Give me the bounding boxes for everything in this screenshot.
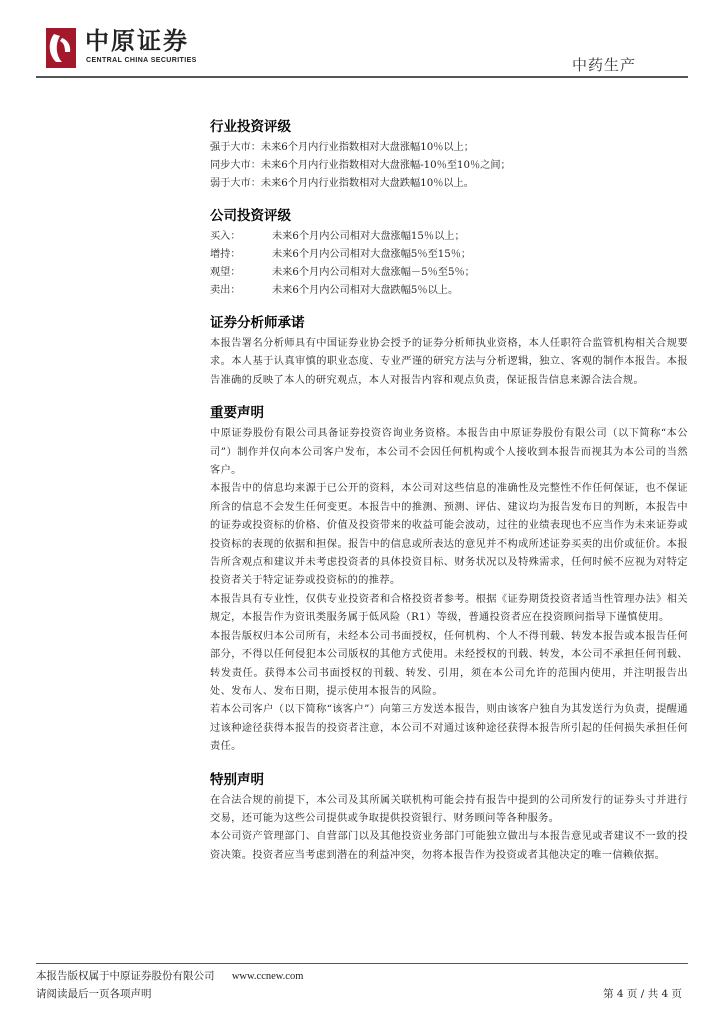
company-rating-row: [210, 264, 688, 282]
footer-copyright: 本报告版权属于中原证券股份有限公司: [36, 970, 215, 982]
rating-desc: 未来6个月内公司相对大盘涨幅15％以上；: [272, 231, 465, 242]
special-notice-paragraph: 本公司资产管理部门、自营部门以及其他投资业务部门可能独立做出与本报告意见或者建议不一致的投资决策。投资者应当考虑到潜在的利益冲突，勿将本报告作为投资或者其他决定的唯一信赖依据。: [210, 831, 688, 861]
industry-rating-line: 强于大市：未来6个月内行业指数相对大盘涨幅10％以上；: [210, 142, 474, 153]
analyst-commitment-section: [210, 314, 688, 390]
rating-desc: 未来6个月内公司相对大盘涨幅－5％至5％；: [272, 267, 475, 278]
company-rating-row: [210, 228, 688, 246]
important-notice-paragraph: 中原证券股份有限公司具备证券投资咨询业务资格。本报告由中原证券股份有限公司（以下简称“本公司”）制作并仅向本公司客户发布，本公司不会因任何机构或个人接收到本报告而视其为本公司的当然客户。: [210, 428, 688, 477]
brand-name-cn: 中原证券: [85, 27, 189, 55]
important-notice-section: [210, 404, 688, 756]
important-notice-paragraph: 若本公司客户（以下简称“该客户”）向第三方发送本报告，则由该客户独自为其发送行为负责，提醒通过该种途径获得本报告的投资者注意，本公司不对通过该种途径获得本报告所引起的任何损失承担任何责任。: [210, 704, 688, 753]
company-rating-row: [210, 282, 688, 300]
footer-read-notice: 请阅读最后一页各项声明: [36, 988, 152, 1000]
special-notice-title: 特别声明: [210, 771, 264, 788]
industry-rating-line: 同步大市：未来6个月内行业指数相对大盘涨幅-10％至10％之间；: [210, 160, 511, 171]
rating-desc: 未来6个月内公司相对大盘涨幅5％至15％；: [272, 249, 472, 260]
important-notice-paragraph: 本报告版权归本公司所有，未经本公司书面授权，任何机构、个人不得刊载、转发本报告或本报告任何部分，不得以任何侵犯本公司版权的其他方式使用。未经授权的刊载、转发，本公司不承担任何刊载、转发责任。获得本公司书面授权的刊载、转发、引用，须在本公司允许的范围内使用，并注明报告出处、发布人、发布日期，提示使用本报告的风险。: [210, 630, 688, 697]
special-notice-paragraph: 在合法合规的前提下，本公司及其所属关联机构可能会持有报告中提到的公司所发行的证券头寸并进行交易，还可能为这些公司提供或争取提供投资银行、财务顾问等各种服务。: [210, 794, 688, 824]
footer-website-link[interactable]: www.ccnew.com: [231, 971, 304, 982]
footer-divider: [36, 963, 688, 964]
analyst-commitment-title: 证券分析师承诺: [210, 315, 305, 331]
company-rating-section: [210, 207, 688, 300]
page-header: [0, 0, 724, 80]
company-rating-row: [210, 246, 688, 264]
footer-notice-row: [36, 986, 688, 1001]
disclaimer-content: [210, 118, 688, 879]
analyst-commitment-text: 本报告署名分析师具有中国证券业协会授予的证券分析师执业资格，本人任职符合监管机构相关合规要求。本人基于认真审慎的职业态度、专业严谨的研究方法与分析逻辑，独立、客观的制作本报告。本报告准确的反映了本人的研究观点，本人对报告内容和观点负责，保证报告信息来源合法合规。: [210, 338, 688, 386]
important-notice-paragraph: 本报告中的信息均来源于已公开的资料，本公司对这些信息的准确性及完整性不作任何保证，也不保证所含的信息不会发生任何变更。本报告中的推测、预测、评估、建议均为报告发布日的判断，本报告中的证券或投资标的价格、价值及投资带来的收益可能会波动，过往的业绩表现也不应当作为未来证券或投资标的表现的依据和担保。报告中的信息或所表达的意见并不构成所述证券买卖的出价或征价。本报告所含观点和建议并未考虑投资者的具体投资目标、财务状况以及特殊需求，任何时候不应视为对特定投资者关于特定证券或投资标的的推荐。: [210, 483, 688, 587]
header-divider: [36, 76, 688, 78]
page-number: 第 4 页 / 共 4 页: [603, 988, 682, 1000]
special-notice-section: [210, 771, 688, 866]
company-rating-title: 公司投资评级: [210, 208, 291, 224]
industry-rating-line: 弱于大市：未来6个月内行业指数相对大盘跌幅10％以上。: [210, 178, 474, 189]
industry-section-label: 中药生产: [571, 56, 636, 74]
important-notice-paragraph: 本报告具有专业性，仅供专业投资者和合格投资者参考。根据《证券期货投资者适当性管理办法》相关规定，本报告作为资讯类服务属于低风险（R1）等级，普通投资者应在投资顾问指导下谨慎使用。: [210, 593, 688, 624]
important-notice-title: 重要声明: [210, 405, 264, 422]
brand-name-en: CENTRAL CHINA SECURITIES: [86, 57, 197, 64]
rating-label: 观望：: [210, 267, 241, 278]
footer-copyright-row: [36, 968, 688, 983]
rating-label: 买入：: [210, 231, 241, 242]
industry-rating-title: 行业投资评级: [210, 119, 291, 135]
industry-rating-section: [210, 118, 688, 193]
rating-desc: 未来6个月内公司相对大盘跌幅5％以上。: [272, 285, 459, 296]
central-china-securities-logo-icon: [46, 28, 76, 68]
rating-label: 卖出：: [210, 285, 241, 296]
rating-label: 增持：: [210, 249, 241, 260]
